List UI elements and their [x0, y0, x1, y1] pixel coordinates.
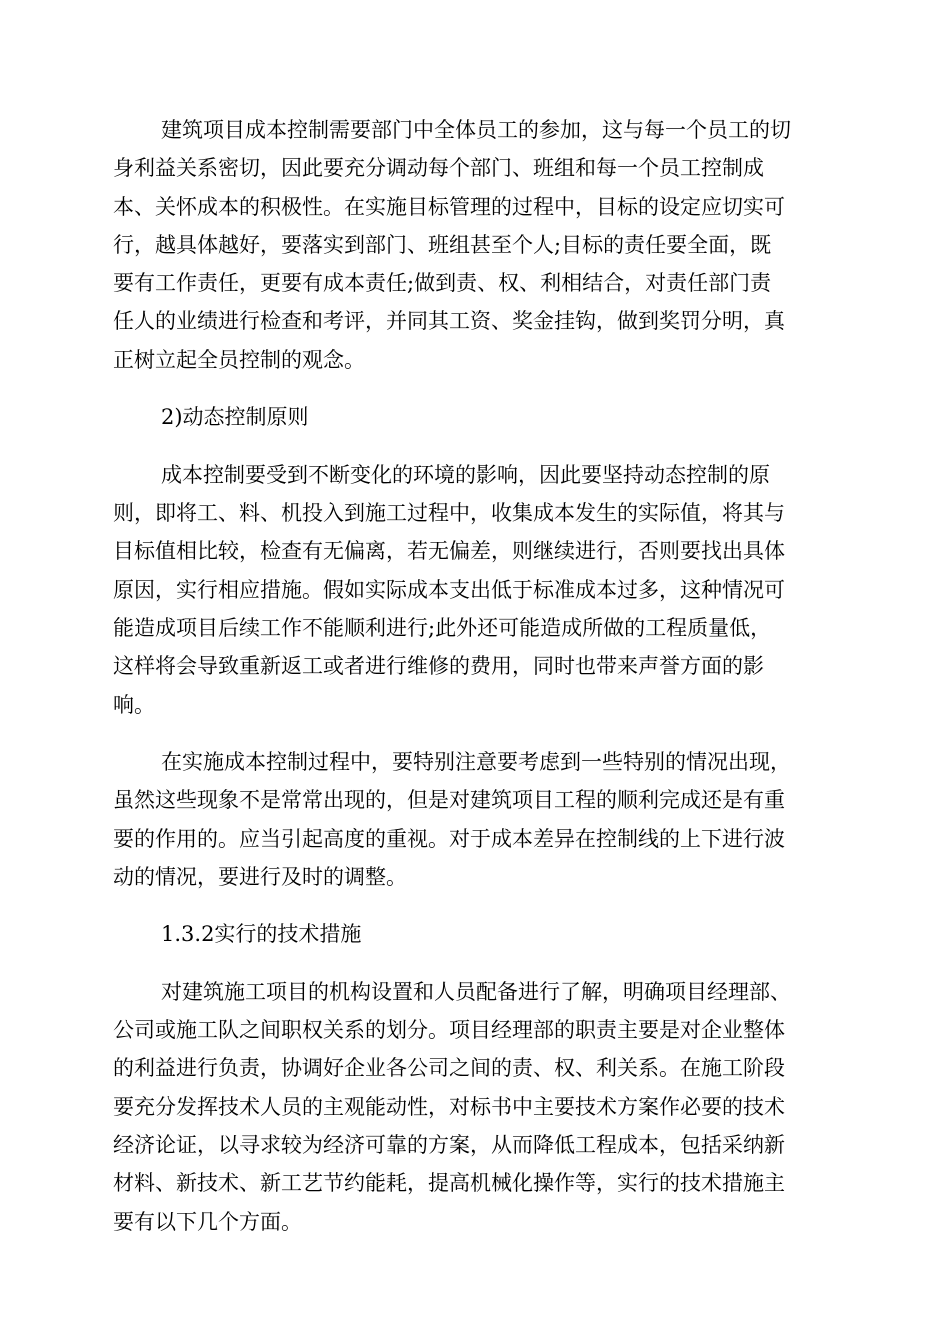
text-line: 在实施成本控制过程中，要特别注意要考虑到一些特别的情况出现，: [161, 750, 791, 775]
text-line: 要充分发挥技术人员的主观能动性，对标书中主要技术方案作必要的技术: [113, 1094, 785, 1119]
section-heading: 2)动态控制原则: [161, 405, 309, 430]
text-line: 公司或施工队之间职权关系的划分。项目经理部的职责主要是对企业整体: [113, 1018, 785, 1043]
section-heading: 1.3.2实行的技术措施: [161, 922, 362, 947]
text-line: 虽然这些现象不是常常出现的，但是对建筑项目工程的顺利完成还是有重: [113, 788, 785, 813]
text-line: 原因，实行相应措施。假如实际成本支出低于标准成本过多，这种情况可: [113, 577, 785, 602]
text-line: 则，即将工、料、机投入到施工过程中，收集成本发生的实际值，将其与: [113, 501, 785, 526]
paragraph-3: [113, 743, 833, 896]
text-line: 正树立起全员控制的观念。: [113, 347, 365, 372]
text-line: 行，越具体越好，要落实到部门、班组甚至个人;目标的责任要全面，既: [113, 232, 772, 257]
paragraph-1: [113, 111, 833, 379]
text-line: 要有工作责任，更要有成本责任;做到责、权、利相结合，对责任部门责: [113, 271, 772, 296]
document-page: [113, 111, 833, 1241]
heading-dynamic-control: [113, 398, 833, 436]
text-line: 建筑项目成本控制需要部门中全体员工的参加，这与每一个员工的切: [161, 118, 791, 142]
text-line: 经济论证，以寻求较为经济可靠的方案，从而降低工程成本，包括采纳新: [113, 1133, 785, 1158]
text-line: 任人的业绩进行检查和考评，并同其工资、奖金挂钩，做到奖罚分明，真: [113, 309, 785, 334]
text-line: 本、关怀成本的积极性。在实施目标管理的过程中，目标的设定应切实可: [113, 194, 785, 219]
text-line: 材料、新技术、新工艺节约能耗，提高机械化操作等，实行的技术措施主: [113, 1171, 785, 1196]
text-line: 动的情况，要进行及时的调整。: [113, 864, 407, 889]
text-line: 这样将会导致重新返工或者进行维修的费用，同时也带来声誉方面的影: [113, 654, 764, 679]
text-line: 对建筑施工项目的机构设置和人员配备进行了解，明确项目经理部、: [161, 979, 791, 1004]
text-line: 的利益进行负责，协调好企业各公司之间的责、权、利关系。在施工阶段: [113, 1056, 785, 1081]
paragraph-2: [113, 456, 833, 724]
text-line: 目标值相比较，检查有无偏离，若无偏差，则继续进行，否则要找出具体: [113, 539, 785, 564]
text-line: 要有以下几个方面。: [113, 1209, 302, 1234]
heading-technical-measures: [113, 915, 833, 953]
text-line: 身利益关系密切，因此要充分调动每个部门、班组和每一个员工控制成: [113, 156, 764, 181]
text-line: 成本控制要受到不断变化的环境的影响，因此要坚持动态控制的原: [161, 462, 770, 487]
text-line: 要的作用的。应当引起高度的重视。对于成本差异在控制线的上下进行波: [113, 826, 785, 851]
text-line: 能造成项目后续工作不能顺利进行;此外还可能造成所做的工程质量低，: [113, 615, 772, 640]
paragraph-4: [113, 973, 833, 1241]
text-line: 响。: [113, 692, 155, 717]
